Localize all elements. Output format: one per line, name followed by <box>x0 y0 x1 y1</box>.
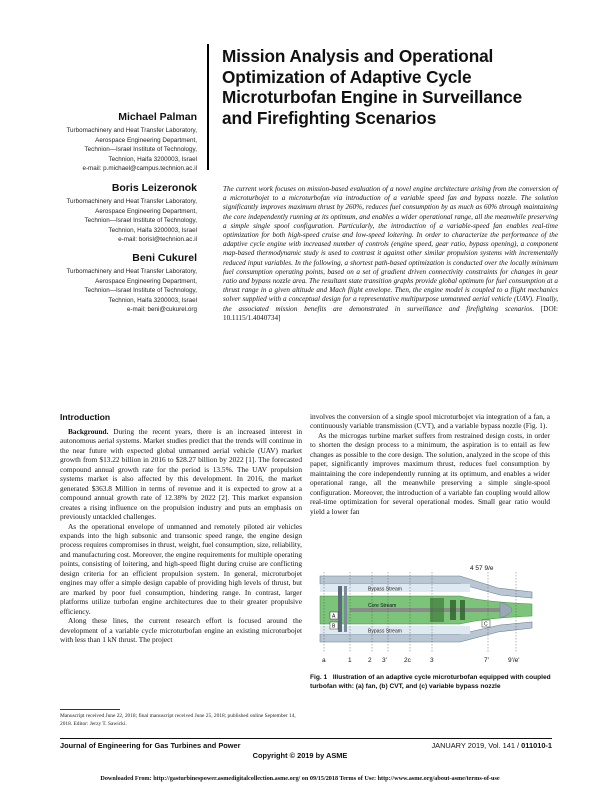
journal-name: Journal of Engineering for Gas Turbines and Power <box>60 741 241 750</box>
svg-text:1: 1 <box>348 657 352 664</box>
callout-c: C <box>484 621 488 628</box>
author-name: Beni Cukurel <box>132 252 197 264</box>
author-block-1 <box>40 111 197 174</box>
abstract-text: The current work focuses on mission-based evaluation of a novel engine architecture arising from the conversion of a microturbojet to a microturbofan via introduction of a variable speed fan and bypass nozzle. The solution significantly improves maximum thrust by 260%, reduces fuel consumption by as much as 60% through maintaining the core independently running at its optimum, and enables a wider operational range, all the meanwhile preserving a simple single spool configuration. Particularly, the introduction of a variable-speed fan enables real-time optimization for both high-speed cruise and low-speed loitering. In order to characterize the performance of the adaptive cycle engine with increased number of controls (engine speed, gear ratio, bypass opening), a component map-based thermodynamic study is used to contrast it against other similar propulsion systems with incrementally reduced input variables. In the following, a shortest path-based optimization is conducted over the locally minimum fuel consumption operating points, based on a set of gradient driven connectivity constraints for changes in gear ratio and bypass nozzle area. The resultant state transition graphs provide global optimum for fuel consumption at a thrust range in a given altitude and Mach flight envelope. Then, the engine model is coupled to a flight mechanics solver supplied with a conceptual design for a representative multipurpose unmanned aerial vehicle (UAV). Finally, the associated mission benefits are demonstrated in surveillance and firefighting scenarios. <box>223 185 558 313</box>
paper-title: Mission Analysis and Operational Optimization of Adaptive Cycle Microturbofan Engine in Surveillance and Firefighting Scenarios <box>222 46 523 128</box>
run-in-heading: Background. <box>68 427 109 436</box>
paragraph: As the microgas turbine market suffers from restrained design costs, in order to shorten the design process to a minimum, the aspiration is to entail as few changes as possible to the core design. The solution, analyzed in the scope of this paper, significantly improves maximum thrust, reduces fuel consumption by maintaining the core independently running at its optimum, and enables a wider operational range, all the meanwhile preserving a simple single-spool configuration. Moreover, the introduction of a variable fan coupling would allow real-time optimization for several operational modes. Small gear ratio would yield a lower fan <box>310 430 550 516</box>
copyright: Copyright © 2019 by ASME <box>252 751 348 760</box>
svg-text:a: a <box>322 657 326 664</box>
author-email[interactable]: e-mail: beni@cukurel.org <box>126 306 197 314</box>
body-column-right <box>310 412 550 516</box>
author-affiliation: Turbomachinery and Heat Transfer Laboratory, Aerospace Engineering Department, Technion—Israel Institute of Technology, Technion, Haifa 3200003, Israel e-mail: beni@cukurel.org <box>40 267 197 315</box>
label-core: Core Stream <box>368 603 397 609</box>
figure-caption: Fig. 1 Illustration of an adaptive cycle microturbofan equipped with coupled turbofan with: (a) fan, (b) CVT, and (c) variable bypass nozzle <box>310 674 551 690</box>
svg-text:3: 3 <box>430 657 434 664</box>
paragraph: involves the conversion of a single spool microturbojet via integration of a fan, a continuously variable transmission (CVT), and a variable bypass nozzle (Fig. 1). <box>310 412 550 431</box>
title-rule <box>207 44 209 170</box>
svg-text:9'/e': 9'/e' <box>508 657 520 664</box>
svg-text:3': 3' <box>382 657 387 664</box>
svg-text:2: 2 <box>368 657 372 664</box>
author-block-3 <box>40 252 197 315</box>
callout-b: B <box>332 623 336 630</box>
callout-a: A <box>332 613 336 620</box>
author-name: Michael Palman <box>118 111 197 123</box>
label-bypass-top: Bypass Stream <box>368 586 402 593</box>
top-station-labels: 4 57 9/e <box>470 565 494 572</box>
author-block-2 <box>40 182 197 245</box>
paragraph: Background. During the recent years, there is an increased interest in autonomous aerial systems. Market studies predict that the trends will continue in the near future with expected global unmanned aerial vehicle (UAV) market growth from $13.22 billion in 2016 to $28.27 billion by 2022 [1]. The forecasted compound annual growth rate for the period is 13.5%. The UAV propulsion systems market is also affected by this development. In 2016, the market generated $363.8 Million in terms of revenue and it is expected to grow at a compound annual growth rate of 12.38% by 2022 [2]. This market expansion creates a rising influence on the propulsion industry and puts an emphasis on previously untackled challenges. <box>60 427 302 522</box>
author-email[interactable]: e-mail: borisl@technion.ac.il <box>118 236 197 244</box>
body-column-left <box>60 412 302 644</box>
doi-link[interactable]: [DOI: 10.1115/1.4040734] <box>223 304 558 322</box>
author-affiliation: Turbomachinery and Heat Transfer Laboratory, Aerospace Engineering Department, Technion—Israel Institute of Technology, Technion, Haifa 3200003, Israel e-mail: p.michael@campus.technion.ac.il <box>40 126 197 174</box>
caption-lead: Fig. 1 <box>310 674 328 681</box>
paragraph: As the operational envelope of unmanned and remotely piloted air vehicles expands into the high subsonic and transonic speed range, the engine design process requires compromises in thrust, weight, fuel consumption, size, reliability, and manufacturing cost. Moreover, the engine requirements for multiple operating points, consisting of loitering, and high-speed flight during cruise are conflicting design criteria for an efficient propulsion system. In general, microturbojet engines may offer a simple design capable of providing high levels of thrust, but are marked by poor fuel consumption, hindering range. In contrast, larger platforms utilize turbofan engine architectures due to their greater propulsive efficiency. <box>60 521 302 616</box>
figure-engine-diagram <box>310 562 550 666</box>
section-heading: Introduction <box>60 412 111 422</box>
footnote: Manuscript received June 22, 2018; final manuscript received June 25, 2018; published online September 14, 2018. Editor: Jerzy T. Sawicki. <box>60 713 296 727</box>
footnote-rule <box>60 709 120 710</box>
paragraph: Along these lines, the current research effort is focused around the development of a variable cycle microturbofan engine an existing microturbojet with less than 1 kN thrust. The project <box>60 616 302 644</box>
author-email[interactable]: e-mail: p.michael@campus.technion.ac.il <box>82 165 197 173</box>
footer-rule <box>60 738 552 739</box>
author-affiliation: Turbomachinery and Heat Transfer Laboratory, Aerospace Engineering Department, Technion—Israel Institute of Technology, Technion, Haifa 3200003, Israel e-mail: borisl@technion.ac.il <box>40 197 197 245</box>
abstract <box>223 185 558 323</box>
issue-info: JANUARY 2019, Vol. 141 / 011010-1 <box>431 741 552 750</box>
svg-text:7': 7' <box>484 657 489 664</box>
download-notice[interactable]: Downloaded From: http://gasturbinespower.asmedigitalcollection.asme.org/ on 09/15/2018 Terms of Use: http://www.asme.org/about-asme/terms-of-use <box>100 775 500 782</box>
author-name: Boris Leizeronok <box>111 182 197 194</box>
svg-text:2c: 2c <box>404 657 411 664</box>
label-bypass-bottom: Bypass Stream <box>368 628 402 635</box>
